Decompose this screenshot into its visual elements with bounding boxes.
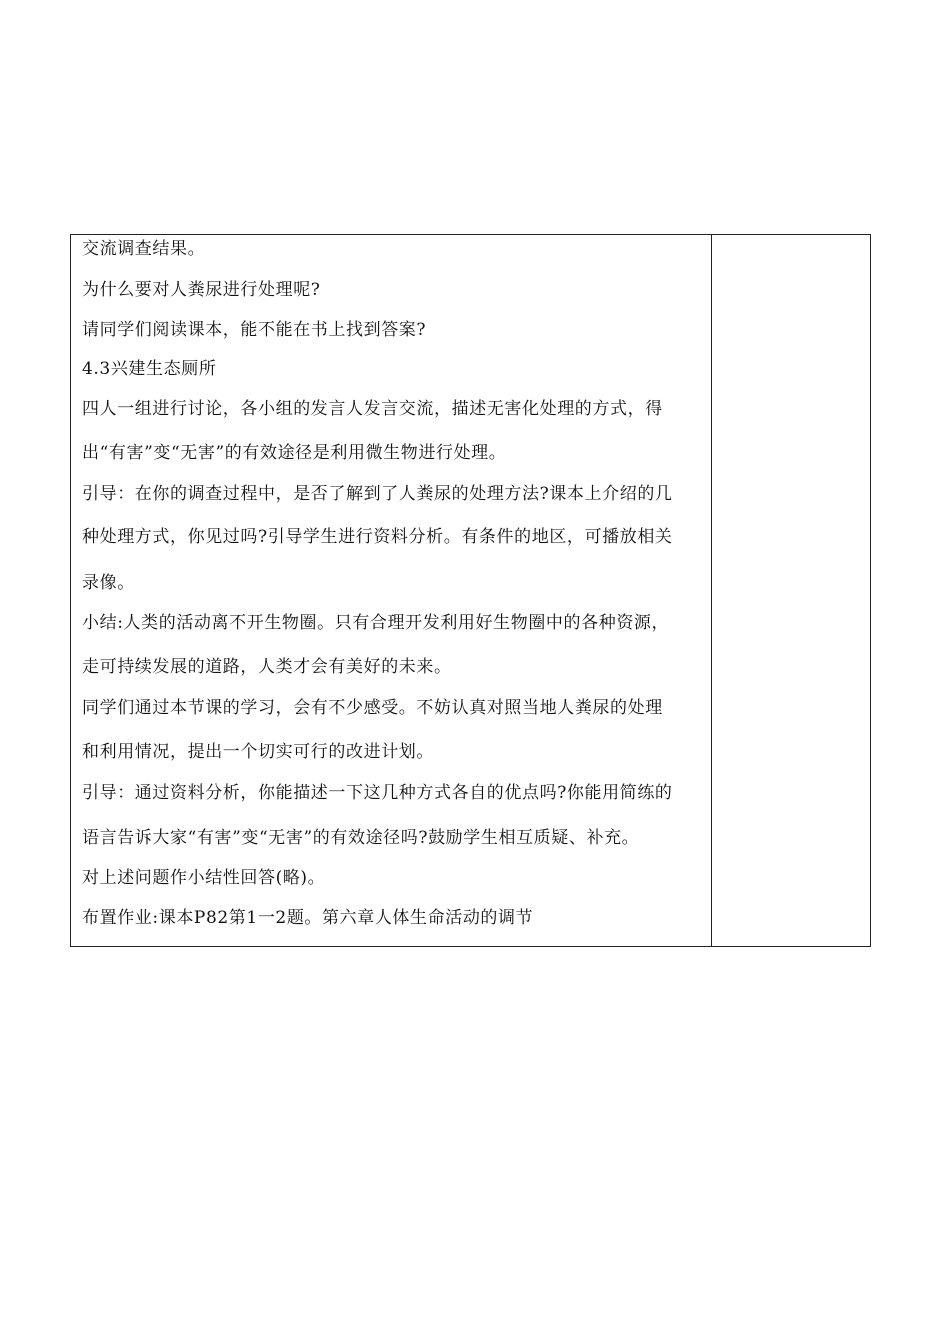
text-line: 出“有害”变“无害”的有效途径是利用微生物进行处理。 (82, 443, 507, 463)
section-heading: 4.3兴建生态厕所 (82, 359, 217, 379)
text-line: 和利用情况，提出一个切实可行的改进计划。 (82, 742, 434, 762)
text-line: 语言告诉大家“有害”变“无害”的有效途径吗?鼓励学生相互质疑、补充。 (82, 828, 640, 848)
text-line: 请同学们阅读课本，能不能在书上找到答案? (82, 320, 427, 340)
text-line: 布置作业:课本P82第1一2题。第六章人体生命活动的调节 (82, 908, 534, 928)
text-line: 引导：在你的调查过程中，是否了解到了人粪尿的处理方法?课本上介绍的几 (82, 484, 673, 504)
text-line: 为什么要对人粪尿进行处理呢? (82, 280, 321, 300)
notes-cell (712, 235, 870, 946)
lesson-content-cell (71, 235, 712, 946)
text-line: 引导：通过资料分析，你能描述一下这几种方式各自的优点吗?你能用简练的 (82, 783, 673, 803)
text-line: 种处理方式，你见过吗?引导学生进行资料分析。有条件的地区，可播放相关 (82, 527, 673, 547)
text-line: 同学们通过本节课的学习，会有不少感受。不妨认真对照当地人粪尿的处理 (82, 698, 663, 718)
text-line: 小结:人类的活动离不开生物圈。只有合理开发利用好生物圈中的各种资源， (82, 613, 670, 633)
lesson-table (70, 234, 871, 947)
text-line: 走可持续发展的道路，人类才会有美好的未来。 (82, 657, 452, 677)
text-line: 四人一组进行讨论，各小组的发言人发言交流，描述无害化处理的方式，得 (82, 399, 663, 419)
text-line: 对上述问题作小结性回答(略)。 (82, 868, 326, 888)
text-line: 交流调查结果。 (82, 239, 206, 259)
text-line: 录像。 (82, 573, 135, 593)
